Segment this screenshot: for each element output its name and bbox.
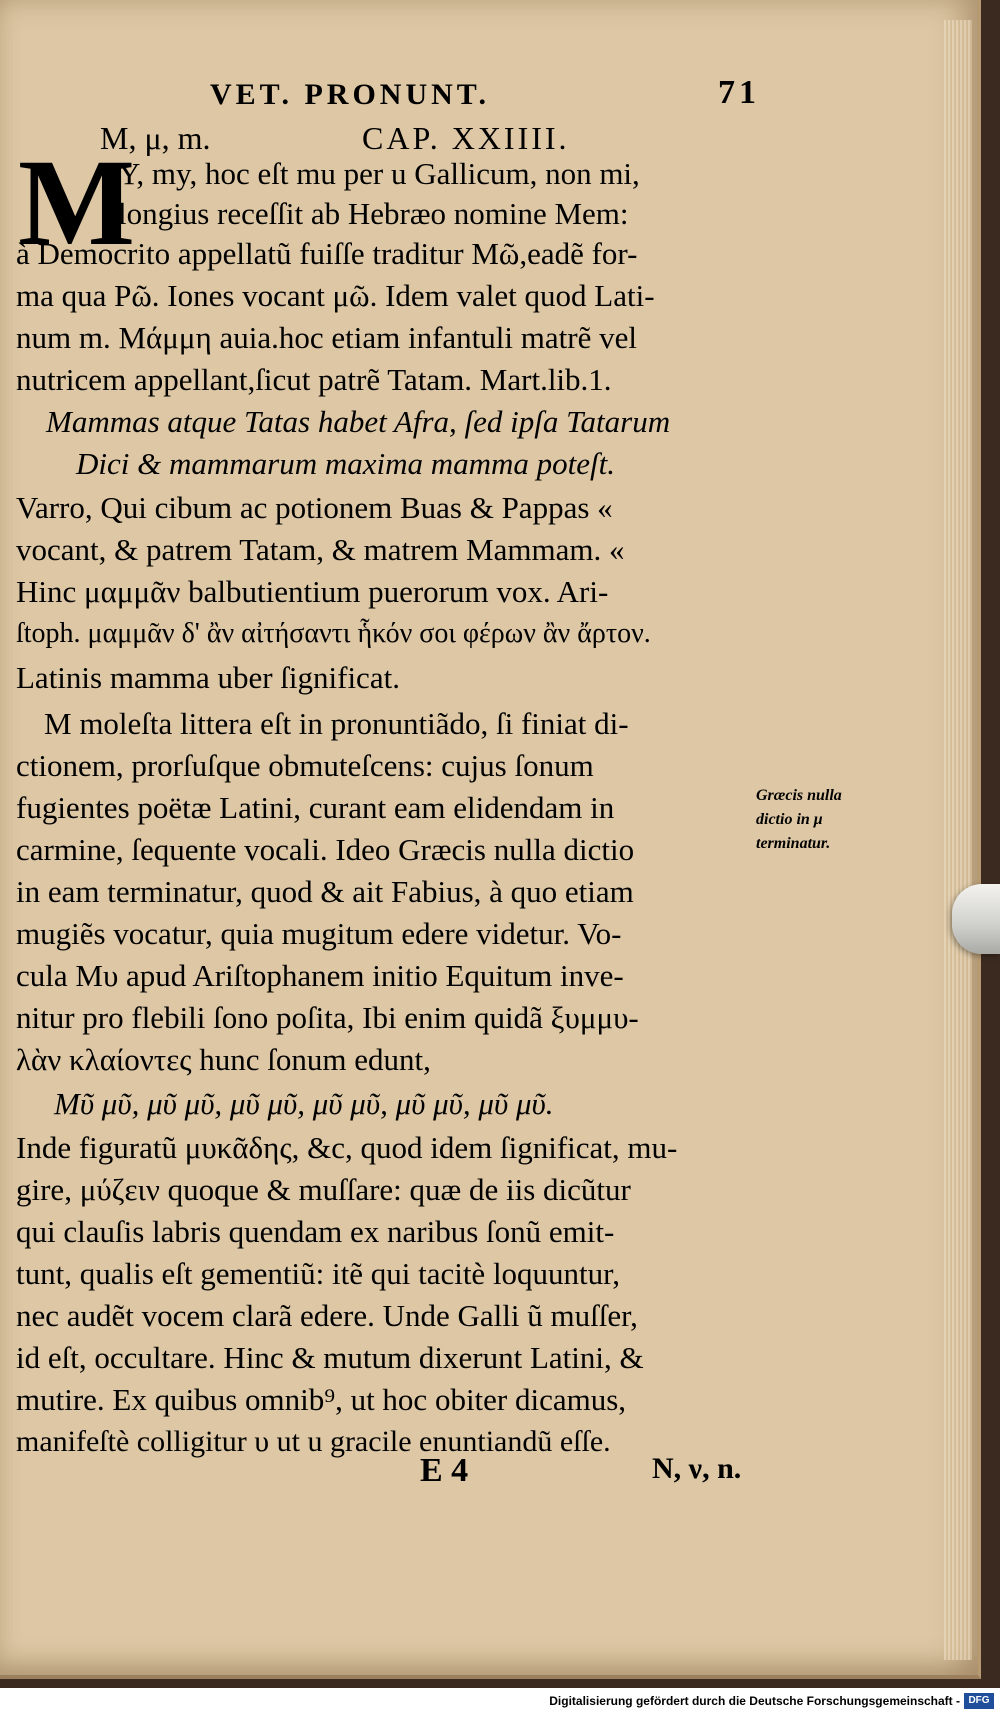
text-line: nitur pro flebili ſono poſita, Ibi enim quidã ξυμμυ- (16, 1000, 639, 1035)
catchword: N, ν, n. (652, 1452, 742, 1485)
verse-line: Μῦ μῦ, μῦ μῦ, μῦ μῦ, μῦ μῦ, μῦ μῦ, μῦ μῦ. (54, 1086, 554, 1121)
text-line: manifeſtè colligitur υ ut u gracile enuntiandũ eſſe. (16, 1425, 611, 1458)
text-line: in eam terminatur, quod & ait Fabius, à quo etiam (16, 874, 634, 909)
margin-note-line: Græcis nulla (756, 787, 842, 804)
text-line: Latinis mamma uber ſignificat. (16, 660, 400, 695)
margin-note-line: dictio in μ (756, 811, 823, 828)
running-head-title: VET. PRONUNT. (210, 78, 491, 111)
text-line: mutire. Ex quibus omnib⁹, ut hoc obiter dicamus, (16, 1382, 627, 1417)
text-line: Hinc μαμμᾶν balbutientium puerorum vox. Ari- (16, 574, 609, 609)
text-line: fugientes poëtæ Latini, curant eam elidendam in (16, 790, 615, 825)
page-edges (944, 20, 972, 1660)
chapter-letter: M, μ, m. (100, 120, 211, 156)
bookmark-ribbon (952, 884, 1000, 954)
text-line: tunt, qualis eſt gementiũ: itẽ qui tacitè loquuntur, (16, 1256, 621, 1291)
signature-mark: E 4 (420, 1452, 469, 1489)
page-number: 71 (718, 74, 760, 111)
text-line: gire, μύζειν quoque & muſſare: quæ de iis dicũtur (16, 1172, 631, 1207)
text-line: nutricem appellant,ſicut patrẽ Tatam. Mart.lib.1. (16, 362, 612, 397)
verse-line: Mammas atque Tatas habet Afra, ſed ipſa Tatarum (46, 404, 671, 439)
text-line: nec audẽt vocem clarã edere. Unde Galli ũ muſſer, (16, 1298, 638, 1333)
text-line: mugiẽs vocatur, quia mugitum edere videtur. Vo- (16, 916, 622, 951)
dfg-logo: DFG (964, 1693, 994, 1709)
text-line: id eſt, occultare. Hinc & mutum dixerunt Latini, & (16, 1340, 644, 1375)
text-line: ſtoph. μαμμᾶν δ' ἂν αἰτήσαντι ἧκόν σοι φέρων ἂν ἄρτον. (16, 618, 651, 649)
text-line: ma qua Pῶ. Iones vocant μῶ. Idem valet quod Lati- (16, 278, 655, 313)
text-line: M moleſta littera eſt in pronuntiãdo, ſi finiat di- (44, 706, 629, 741)
credit-bar (0, 1688, 1000, 1716)
chapter-number: CAP. XXIIII. (362, 120, 570, 156)
margin-note-line: terminatur. (756, 835, 831, 852)
credit-text: Digitalisierung gefördert durch die Deutsche Forschungsgemeinschaft - (549, 1694, 960, 1708)
text-line: cula Mυ apud Ariſtophanem initio Equitum inve- (16, 958, 624, 993)
verse-line: Dici & mammarum maxima mamma poteſt. (76, 446, 616, 481)
text-line: longius receſſit ab Hebræo nomine Mem: (118, 196, 629, 231)
text-line: ctionem, prorſuſque obmuteſcens: cujus ſonum (16, 748, 594, 783)
text-line: Varro, Qui cibum ac potionem Buas & Pappas « (16, 490, 613, 525)
text-line: carmine, ſequente vocali. Ideo Græcis nulla dictio (16, 832, 635, 867)
chapter-heading (100, 120, 620, 160)
text-line: à Democrito appellatũ fuiſſe traditur Mῶ,eadẽ for- (16, 236, 638, 271)
text-line: qui clauſis labris quendam ex naribus ſonũ emit- (16, 1214, 615, 1249)
margin-note (756, 784, 886, 856)
text-line: num m. Μάμμη auia.hoc etiam infantuli matrẽ vel (16, 320, 637, 355)
running-head (200, 74, 760, 118)
drop-initial: M (18, 134, 136, 271)
text-line: vocant, & patrem Tatam, & matrem Mammam. « (16, 532, 625, 567)
text-line: Υ, my, hoc eſt mu per u Gallicum, non mi, (118, 156, 640, 191)
text-line: Inde figuratũ μυκᾶδης, &c, quod idem ſignificat, mu- (16, 1130, 678, 1165)
text-line: λὰν κλαίοντες hunc ſonum edunt, (16, 1042, 431, 1077)
